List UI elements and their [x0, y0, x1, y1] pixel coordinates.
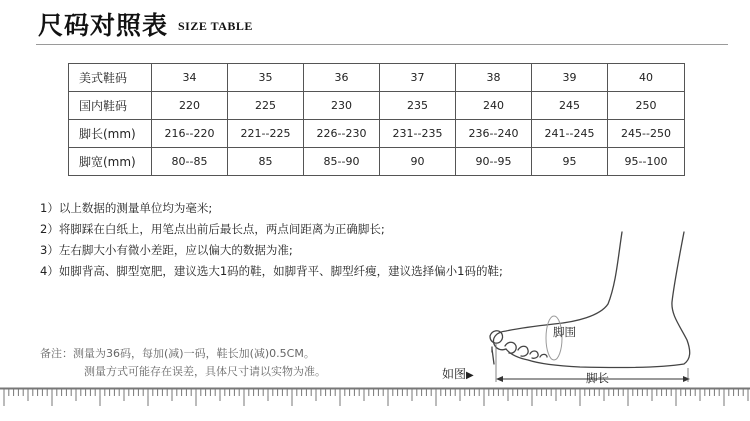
table-cell: 241--245 — [532, 120, 608, 148]
table-cell: 95--100 — [608, 148, 685, 176]
remark-line: 测量方式可能存在误差，具体尺寸请以实物为准。 — [84, 365, 326, 378]
note-item: 1）以上数据的测量单位均为毫米; — [40, 201, 213, 215]
table-cell: 250 — [608, 92, 685, 120]
table-cell: 216--220 — [152, 120, 228, 148]
page-title: 尺码对照表 — [38, 11, 169, 40]
ruler — [0, 387, 750, 417]
table-cell: 85 — [228, 148, 304, 176]
table-row — [69, 120, 685, 148]
foot-outline-icon — [490, 232, 690, 368]
remark — [40, 345, 326, 381]
girth-label: 脚围 — [553, 325, 576, 339]
table-cell: 36 — [304, 64, 380, 92]
table-cell: 236--240 — [456, 120, 532, 148]
table-cell: 230 — [304, 92, 380, 120]
see-figure-label — [442, 365, 474, 382]
table-cell: 225 — [228, 92, 304, 120]
table-cell: 40 — [608, 64, 685, 92]
table-cell: 240 — [456, 92, 532, 120]
measurement-notes — [40, 198, 503, 282]
table-cell: 34 — [152, 64, 228, 92]
row-label: 美式鞋码 — [69, 64, 152, 92]
foot-illustration — [470, 218, 732, 388]
table-cell: 220 — [152, 92, 228, 120]
table-cell: 231--235 — [380, 120, 456, 148]
length-label: 脚长 — [586, 371, 609, 385]
row-label: 国内鞋码 — [69, 92, 152, 120]
table-cell: 85--90 — [304, 148, 380, 176]
table-cell: 245 — [532, 92, 608, 120]
table-cell: 39 — [532, 64, 608, 92]
note-item: 3）左右脚大小有微小差距，应以偏大的数据为准; — [40, 243, 293, 257]
page-subtitle: SIZE TABLE — [178, 19, 253, 33]
table-row — [69, 64, 685, 92]
table-cell: 90 — [380, 148, 456, 176]
table-cell: 35 — [228, 64, 304, 92]
note-item: 4）如脚背高、脚型宽肥，建议选大1码的鞋，如脚背平、脚型纤瘦，建议选择偏小1码的鞋; — [40, 264, 503, 278]
right-arrow-icon: ▶ — [466, 370, 474, 381]
see-figure-text: 如图 — [442, 367, 467, 381]
table-cell: 37 — [380, 64, 456, 92]
table-cell: 80--85 — [152, 148, 228, 176]
length-arrow-right-icon — [683, 376, 690, 382]
table-row — [69, 148, 685, 176]
remark-line: 备注：测量为36码，每加(减)一码，鞋长加(减)0.5CM。 — [40, 347, 315, 360]
table-cell: 245--250 — [608, 120, 685, 148]
table-cell: 38 — [456, 64, 532, 92]
table-cell: 235 — [380, 92, 456, 120]
row-label: 脚长(mm) — [69, 120, 152, 148]
note-item: 2）将脚踩在白纸上，用笔点出前后最长点，两点间距离为正确脚长; — [40, 222, 385, 236]
table-cell: 95 — [532, 148, 608, 176]
ruler-ticks — [4, 389, 748, 406]
length-arrow-left-icon — [496, 376, 503, 382]
size-table — [68, 63, 685, 176]
table-cell: 221--225 — [228, 120, 304, 148]
table-row — [69, 92, 685, 120]
table-cell: 226--230 — [304, 120, 380, 148]
title-divider — [36, 44, 728, 45]
table-cell: 90--95 — [456, 148, 532, 176]
row-label: 脚宽(mm) — [69, 148, 152, 176]
